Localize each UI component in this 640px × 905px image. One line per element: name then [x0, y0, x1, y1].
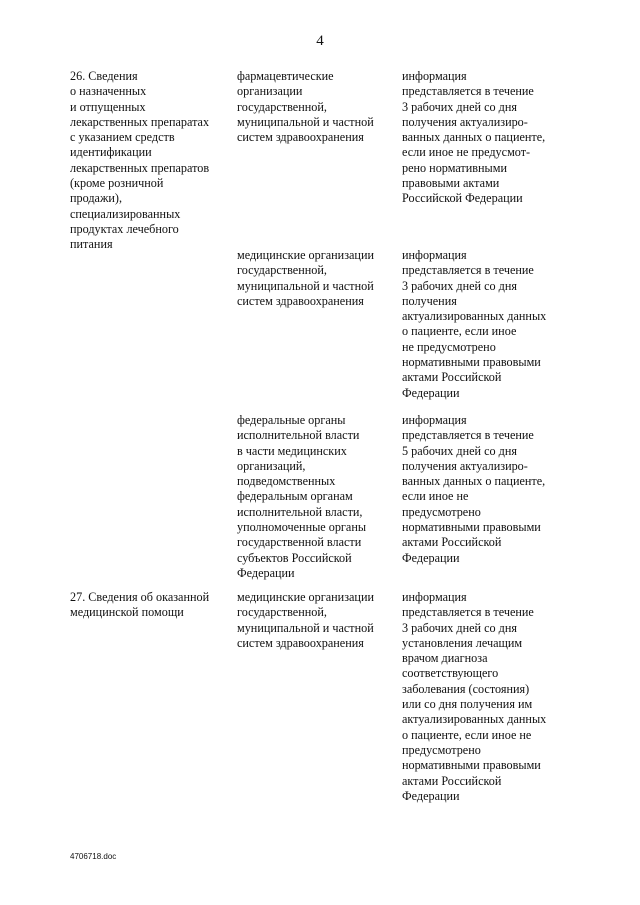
row-26-recipients-pharmacies: фармацевтические организации государственной, муниципальной и частной систем здравоохранения — [237, 69, 374, 145]
page-number: 4 — [316, 33, 324, 49]
row-27-label: 27. Сведения об оказанной медицинской помощи — [70, 590, 210, 620]
row-26-terms-federal-bodies: информация представляется в течение 5 рабочих дней со дня получения актуализиро- ванных данных о пациенте, если иное не предусмотрено нормативными правовыми актами Российской Федерации — [402, 413, 546, 565]
row-26-recipients-medical-orgs: медицинские организации государственной, муниципальной и частной систем здравоохранения — [237, 248, 374, 308]
row-26-terms-pharmacies: информация представляется в течение 3 рабочих дней со дня получения актуализиро- ванных данных о пациенте, если иное не предусмот- рено нормативными правовыми актами Российской Федерации — [402, 69, 546, 206]
row-26-terms-medical-orgs: информация представляется в течение 3 рабочих дней со дня получения актуализированных данных о пациенте, если иное не предусмотрено нормативными правовыми актами Российской Федерации — [402, 248, 547, 400]
row-26-label: 26. Сведения о назначенных и отпущенных лекарственных препаратах с указанием средств идентификации лекарственных препаратов (кроме розничной продажи), специализированных продуктах лечебного питания — [70, 69, 210, 252]
footer-document-code: 4706718.doc — [70, 852, 117, 861]
row-27-terms-medical-orgs: информация представляется в течение 3 рабочих дней со дня установления лечащим врачом диагноза соответствующего заболевания (состояния) или со дня получения им актуализированных данных о пациенте, если иное не предусмотрено нормативными правовыми актами Российской Федерации — [402, 590, 547, 803]
row-27-recipients-medical-orgs: медицинские организации государственной, муниципальной и частной систем здравоохранения — [237, 590, 374, 650]
row-26-recipients-federal-bodies: федеральные органы исполнительной власти в части медицинских организаций, подведомственных федеральным органам исполнительной власти, уполномоченные органы государственной власти субъектов Российской Федерации — [237, 413, 367, 580]
